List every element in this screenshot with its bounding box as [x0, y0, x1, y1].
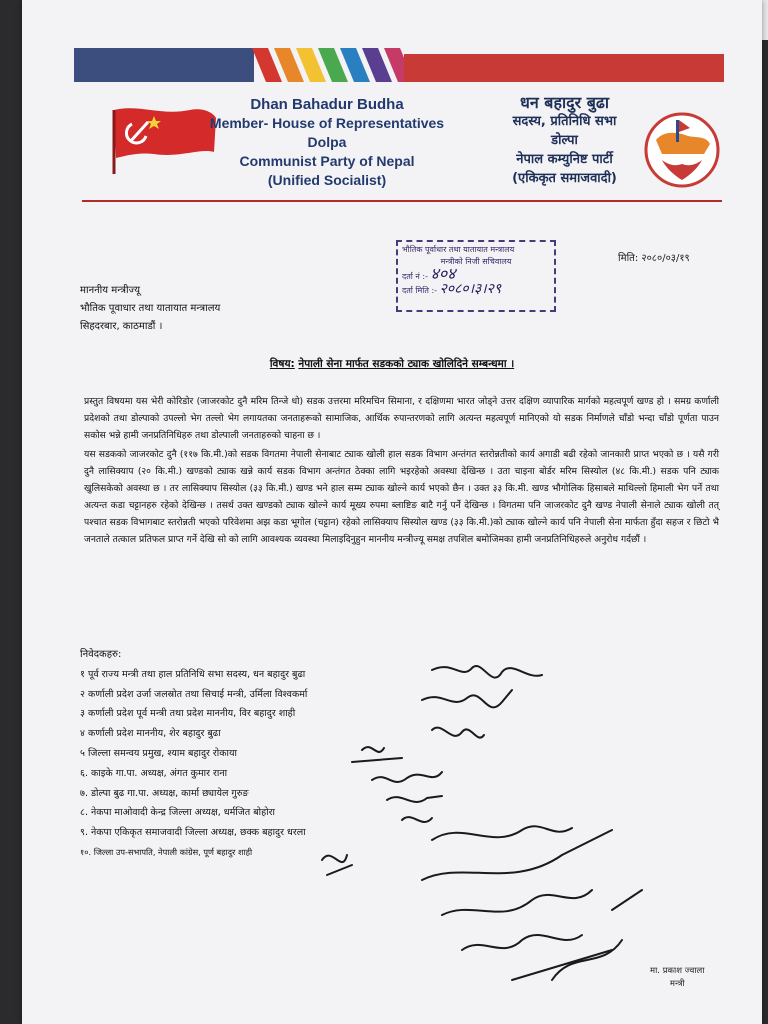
party-emblem-icon: [642, 110, 722, 190]
signatory-item: ७. डोल्पा बुढ गा.पा. अध्यक्ष, कार्मा छ्यायेल गुरुङ: [80, 787, 249, 799]
english-line-3: Communist Party of Nepal: [239, 153, 415, 169]
nepali-name: धन बहादुर बुढा: [520, 93, 609, 112]
stamp-line-1: भौतिक पूर्वाधार तथा यातायात मन्त्रालय: [402, 245, 515, 254]
nepali-line-2: डोल्पा: [551, 133, 578, 148]
subject-line: [22, 357, 762, 371]
stamp-miti-value: २०८०।३।२९: [439, 281, 502, 297]
signatory-item: ५ जिल्ला समन्वय प्रमुख, श्याम बहादुर रोकाया: [80, 747, 237, 759]
address-line-1: माननीय मन्त्रीज्यू: [80, 285, 141, 296]
nepali-line-1: सदस्य, प्रतिनिधि सभा: [512, 114, 617, 129]
letter-date: मिति: २०८०/०३/१९: [618, 253, 690, 264]
signatory-item: ६. काइके गा.पा. अध्यक्ष, अंगत कुमार राना: [80, 767, 228, 779]
subject-label: विषय:: [269, 358, 295, 370]
letterhead-divider: [82, 200, 722, 202]
english-line-1: Member- House of Representatives: [209, 115, 445, 131]
address-line-3: सिहदरबार, काठमाडौं ।: [80, 321, 163, 332]
nepali-line-4: (एकिकृत समाजवादी): [512, 171, 617, 186]
body-paragraph-2: यस सडकको जाजरकोट दुनै (११७ कि.मी.)को सडक विगतमा नेपाली सेनाबाट ट्याक खोली हाल सडक विभाग अन्तंगत स्तरोन्नतीको कार्य अगाडी बढी रहेको जानकारी प्राप्त भएको छ । यसै गरी दुनै लासिक्याप (२० कि.मी.) खण्डको ट्याक खन्ने कार्य सडक विभाग अन्तंगत ठेक्का लागि भइरहेको अवस्था देखिन्छ । उता चाइना बोर्डर मरिम सिस्योल (४८ कि.मी.) सडक पनि ट्याक खुलिसकेको अवस्था छ । तर लासिक्याप सिस्योल (३३ कि.मी.) खण्ड भने हाल सम्म ट्याक खोल्ने कार्य भएको छैन । उक्त ३३ कि.मी. खण्ड भौगोलिक हिसाबले माथिल्लो हिमाली भेग पर्ने तथा अत्यन्त कडा चट्टानहरु रहेको देखिन्छ । तसर्थ उक्त खण्डको ट्याक खोल्ने कार्य मूख्य रुपमा ब्लाष्टिङ बाटै गर्नु पर्ने देखिन्छ । विगतमा पनि जाजरकोट दुनै खण्ड नेपाली सेनाले ट्याक खोली तत् पश्चात सडक विभागबाट स्तरोन्नती भएको परिवेशमा अझ कडा भूगोल (चट्टान) रहेको लासिक्याप सिस्योल खण्ड (३३ कि.मी.)को ट्याक खोल्ने कार्य पनि नेपाली सेना मार्फता हुँदा सहज र छिटो भै जनताले तत्काल प्रतिफल प्राप्त गर्ने देखि सो को लागि आवश्यक व्यवस्था मिलाइदिनुहुन माननीय मन्त्रीज्यू समक्ष तपशिल बमोजिमका हामी जनप्रतिनिधिहरुले अनुरोध गर्दछौं ।: [84, 449, 719, 545]
registration-stamp: [396, 240, 556, 312]
subject-text: नेपाली सेना मार्फत सडकको ट्याक खोलिदिने सम्बन्धमा ।: [298, 358, 515, 370]
english-letterhead: [182, 95, 472, 190]
handwritten-signatures: [312, 650, 652, 1010]
stamp-darta-label: दर्ता नं :-: [402, 272, 428, 281]
letter-body: [84, 393, 719, 550]
address-line-2: भौतिक पूवाधार तथा यातायात मन्त्रालय: [80, 303, 221, 314]
stamp-line-2: मन्त्रीको निजी सचिवालय: [440, 257, 512, 266]
signatory-item: १०. जिल्ला उप-सभापति, नेपाली कांग्रेस, पूर्ण बहादुर शाही: [80, 846, 253, 857]
signatory-item: २ कर्णाली प्रदेश उर्जा जलस्रोत तथा सिचाई मन्त्री, उर्मिला विश्वकर्मा: [80, 688, 308, 700]
signatories-heading: निवेदकहरु:: [80, 649, 122, 660]
english-name: Dhan Bahadur Budha: [250, 96, 404, 113]
english-line-2: Dolpa: [307, 134, 347, 150]
signatory-item: १ पूर्व राज्य मन्त्री तथा हाल प्रतिनिधि सभा सदस्य, धन बहादुर बुढा: [80, 668, 306, 680]
letter-page: [22, 0, 762, 1024]
minister-title: मन्त्री: [669, 979, 685, 989]
signatory-item: ९. नेकपा एकिकृत समाजवादी जिल्ला अध्यक्ष, छक्क बहादुर धरला: [80, 827, 306, 839]
body-paragraph-1: प्रस्तुत विषयमा यस भेरी कोरिडोर (जाजरकोट दुनै मरिम तिन्जे धो) सडक उत्तरमा मरिमचिन सिमाना, र दक्षिणमा भारत जोड्ने उत्तर दक्षिण व्यापारिक मार्गको महत्वपूर्ण खण्ड हो । समग्र कर्णाली प्रदेशको तथा डोल्पाको उपल्लो भेग तल्लो भेग लगायतका जनताहरूको सामाजिक, आर्थिक रुपान्तरणको लागि अत्यन्त महत्वपूर्ण मानिएको यो सडक निर्माणले चाँडो भन्दा चाँडो पूर्णता पाउन सकोस भन्ने हामी जनप्रतिनिधिहरु तथा डोल्पाली जनताहरुको चाहना छ ।: [84, 396, 719, 441]
nepali-letterhead: [472, 93, 657, 188]
minister-signature-block: [650, 965, 705, 991]
signatories-list: [80, 645, 307, 863]
minister-name: मा. प्रकाश ज्वाला: [650, 966, 705, 976]
signatory-item: ४ कर्णाली प्रदेश माननीय, शेर बहादुर बुढा: [80, 728, 221, 740]
english-line-4: (Unified Socialist): [267, 172, 387, 188]
nepali-line-3: नेपाल कम्युनिष्ट पार्टी: [516, 152, 613, 167]
letterhead-stripe: [74, 48, 724, 82]
stamp-darta-value: ४०४: [430, 264, 456, 283]
signatory-item: ३ कर्णाली प्रदेश पूर्व मन्त्री तथा प्रदेश माननीय, विर बहादुर शाही: [80, 708, 296, 720]
signatory-item: ८. नेकपा माओवादी केन्द्र जिल्ला अध्यक्ष, धर्मजित बोहोरा: [80, 807, 275, 819]
recipient-address: [80, 282, 220, 336]
stamp-miti-label: दर्ता मिति :-: [402, 286, 438, 295]
